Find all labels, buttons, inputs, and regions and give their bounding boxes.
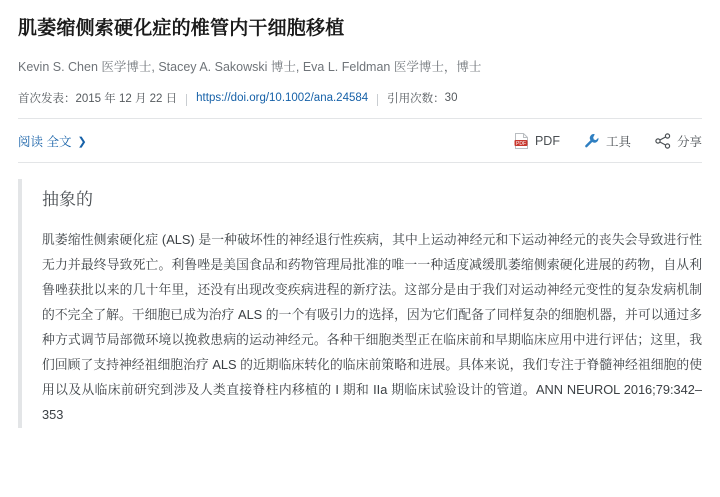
abstract-section [18, 179, 702, 428]
action-bar [18, 119, 702, 163]
pdf-icon [514, 133, 529, 149]
chevron-right-icon: ❯ [77, 135, 87, 148]
divider [377, 94, 378, 106]
share-label: 分享 [676, 135, 702, 150]
first-published-value: 2015 年 12 月 22 日 [75, 93, 178, 106]
citations-value: 30 [444, 92, 458, 105]
tools-label: 工具 [605, 135, 631, 150]
citations-label: 引用次数： [387, 93, 445, 106]
abstract-text: 肌萎缩性侧索硬化症 (ALS) 是一种破坏性的神经退行性疾病，其中上运动神经元和下运动神经元的丧失会导致进行性无力并最终导致死亡。利鲁唑是美国食品和药物管理局批准的唯一一种适度减缓肌萎缩侧索硬化进展的药物，自从利鲁唑获批以来的几十年里，还没有出现改变疾病进程的新疗法。这部分是由于我们对运动神经元变性的复杂发病机制的不完全了解。干细胞已成为治疗 ALS 的一个有吸引力的选择，因为它们配备了同样复杂的细胞机器，并可以通过多种方式调节局部微环境以挽救患病的运动神经元。各种干细胞类型正在临床前和早期临床应用中进行评估；这里，我们回顾了支持神经祖细胞治疗 ALS 的近期临床转化的临床前策略和进展。具体来说，我们专注于脊髓神经祖细胞的使用以及从临床前研究到涉及人类直接脊柱内移植的 I 期和 IIa 期临床试验设计的管道。ANN NEUROL 2016;79:342–353 [42, 232, 702, 423]
share-icon [655, 133, 671, 149]
read-full-text-label: 阅读 全文 [18, 135, 72, 150]
pdf-label: PDF [534, 134, 560, 149]
pdf-button[interactable] [514, 133, 560, 149]
divider [186, 94, 187, 106]
page-title: 肌萎缩侧索硬化症的椎管内干细胞移植 [18, 18, 345, 39]
svg-text:PDF: PDF [515, 141, 526, 148]
tools-button[interactable] [584, 132, 631, 150]
abstract-heading: 抽象的 [42, 190, 93, 210]
doi-link[interactable]: https://doi.org/10.1002/ana.24584 [196, 92, 369, 105]
publication-info [18, 90, 702, 119]
wrench-icon [584, 133, 600, 149]
share-button[interactable] [655, 132, 702, 150]
tools-group [514, 132, 702, 150]
read-full-text-button[interactable] [18, 132, 87, 150]
first-published-label: 首次发表： [18, 93, 76, 106]
author-list: Kevin S. Chen 医学博士, Stacey A. Sakowski 博士, Eva L. Feldman 医学博士，博士 [18, 59, 482, 74]
